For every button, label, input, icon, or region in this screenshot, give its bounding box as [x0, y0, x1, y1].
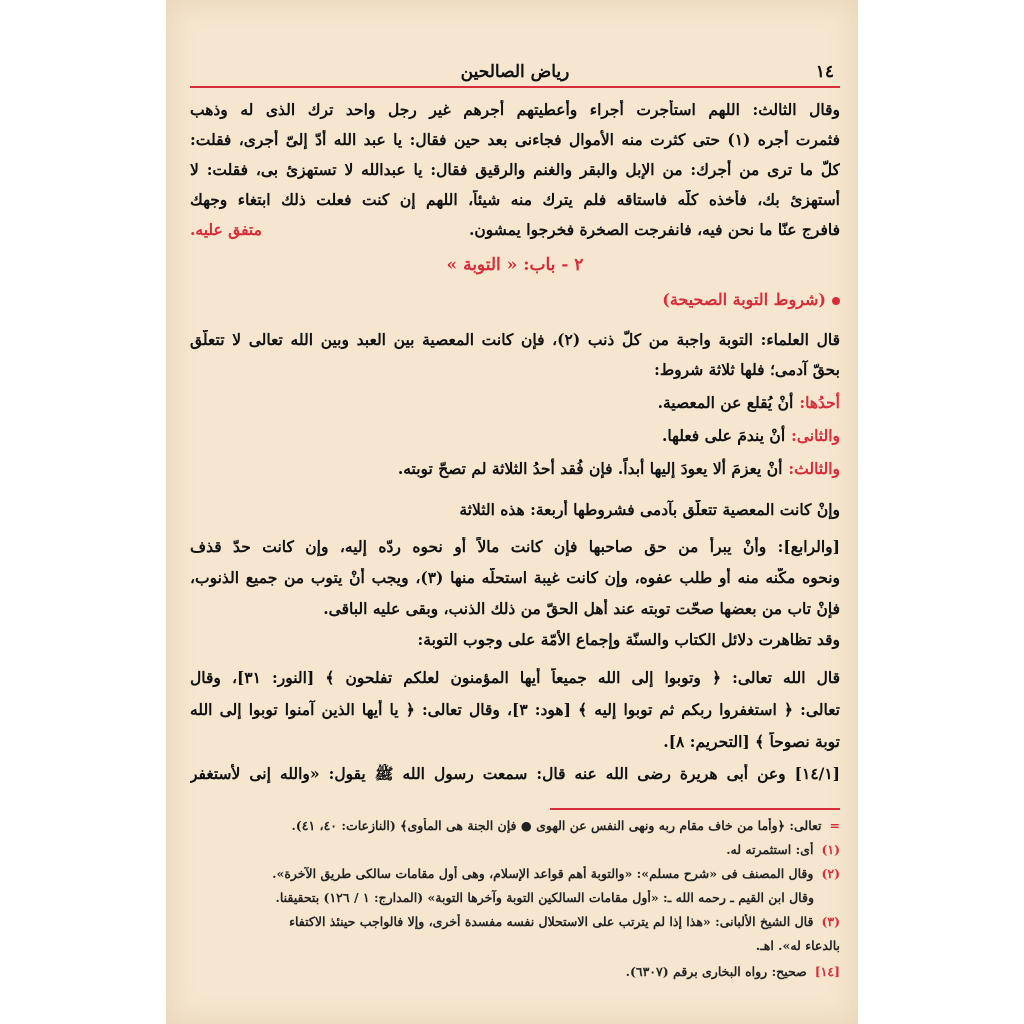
footnote	[190, 866, 840, 886]
page-header	[190, 60, 840, 88]
footnote	[190, 914, 840, 934]
body-line: توبة نصوحاً ﴾ [التحريم: ٨].	[663, 732, 840, 751]
body-line: تعالى: ﴿ استغفروا ربكم ثم توبوا إليه ﴾ [هود: ٣]، وقال تعالى: ﴿ يا أيها الذين آمنوا توبوا إلى الله	[190, 700, 840, 719]
body-line: [والرابع]: وأنْ يبرأ من حق صاحبها فإن كانت مالاً أو نحوه ردّه إليه، وإن كانت حدّ قذف	[190, 537, 840, 556]
footnote-number: (١)	[821, 842, 840, 857]
footnote-text: وقال ابن القيم ـ رحمه الله ـ: «أول مقامات السالكين التوبة وآخرها التوبة» (المدارج: ١ / ١٢٦) بتحقيقنا.	[275, 890, 814, 905]
body-line: وقال الثالث: اللهم استأجرت أجراء وأعطيتهم أجرهم غير رجل واحد ترك الذى له وذهب	[190, 100, 840, 119]
body-line: فثمرت أجره (١) حتى كثرت منه الأموال فجاءنى بعد حين فقال: يا عبد الله أدّ إلىّ أجرى، فقلت:	[190, 130, 840, 149]
condition-label: أحدُها:	[799, 393, 840, 412]
body-line: كلّ ما ترى من أجرك: من الإبل والبقر والغنم والرقيق فقال: يا عبدالله لا تستهزئ بى، فقلت: لا	[190, 160, 840, 179]
agreed-label: متفق عليه.	[190, 220, 262, 239]
intro-line: بحقّ آدمى؛ فلها ثلاثة شروط:	[654, 360, 840, 379]
condition-3	[190, 459, 840, 483]
body-line: أستهزئ بك، فأخذه كلّه فاستاقه فلم يترك منه شيئاً، اللهم إن كنت فعلت ذلك ابتغاء وجهك	[190, 190, 840, 209]
body-line: فافرج عنّا ما نحن فيه، فانفرجت الصخرة فخرجوا يمشون.	[468, 220, 840, 239]
condition-label: والثالث:	[788, 459, 840, 478]
footnote	[190, 842, 840, 862]
footnote	[190, 938, 840, 958]
condition-2	[190, 426, 840, 450]
book-title: رياض الصالحين	[460, 62, 570, 82]
footnote	[190, 964, 840, 984]
body-line: وقد تظاهرت دلائل الكتاب والسنّة وإجماع الأمّة على وجوب التوبة:	[417, 630, 840, 649]
page-number: ١٤	[815, 62, 834, 82]
condition-text: أنْ يعزمَ ألا يعودَ إليها أبداً. فإن فُقد أحدُ الثلاثة لم تصحّ توبته.	[397, 459, 783, 478]
footnote-number: [١٤]	[814, 964, 840, 979]
footnote-number: (٢)	[821, 866, 840, 881]
footnote	[190, 890, 814, 910]
footnote-text: أى: استثمرته له.	[726, 842, 814, 857]
footnote-text: صحيح: رواه البخارى برقم (٦٣٠٧).	[625, 964, 807, 979]
footnote-text: تعالى: ﴿وأما من خاف مقام ربه ونهى النفس عن الهوى ● فإن الجنة هى المأوى﴾ (النازعات: ٤٠، ٤١).	[291, 818, 822, 833]
bullet-icon	[832, 297, 840, 305]
chapter-title: ٢ - باب: « التوبة »	[446, 255, 584, 275]
body-line: قال الله تعالى: ﴿ وتوبوا إلى الله جميعاً أيها المؤمنون لعلكم تفلحون ﴾ [النور: ٣١]، وقال	[190, 668, 840, 687]
condition-label: والثانى:	[791, 426, 840, 445]
condition-1	[190, 393, 840, 417]
condition-text: أنْ يندمَ على فعلها.	[661, 426, 786, 445]
body-line: فإنْ تاب من بعضها صحّت توبته عند أهل الحقّ من ذلك الذنب، وبقى عليه الباقى.	[323, 599, 840, 618]
footnote	[190, 818, 840, 838]
footnote-divider	[550, 808, 840, 810]
footnote-text: بالدعاء له». اهـ.	[755, 938, 840, 953]
body-line: ونحوه مكّنه منه أو طلب عفوه، وإن كانت غيبة استحلّه منها (٣)، ويجب أنْ يتوب من جميع الذنوب،	[190, 568, 840, 587]
body-line: وإنْ كانت المعصية تتعلّق بآدمى فشروطها أربعة: هذه الثلاثة	[459, 500, 840, 519]
book-page	[166, 0, 858, 1024]
section-title-text: (شروط التوبة الصحيحة)	[662, 290, 826, 309]
condition-text: أنْ يُقلع عن المعصية.	[657, 393, 794, 412]
footnote-number: (٣)	[821, 914, 840, 929]
hadith-line: [١٤/١] وعن أبى هريرة رضى الله عنه قال: سمعت رسول الله ﷺ يقول: «والله إنى لأستغفر	[190, 764, 840, 783]
section-title	[662, 290, 840, 309]
footnote-text: قال الشيخ الألبانى: «هذا إذا لم يترتب على الاستحلال نفسه مفسدة أخرى، وإلا فالواجب حينئذ الاكتفاء	[289, 914, 814, 929]
intro-line: قال العلماء: التوبة واجبة من كلّ ذنب (٢)، فإن كانت المعصية بين العبد وبين الله تعالى لا تتعلّق	[190, 330, 840, 349]
footnote-number: =	[829, 818, 840, 833]
footnote-text: وقال المصنف فى «شرح مسلم»: «والتوبة أهم قواعد الإسلام، وهى أول مقامات سالكى طريق الآخرة».	[272, 866, 814, 881]
